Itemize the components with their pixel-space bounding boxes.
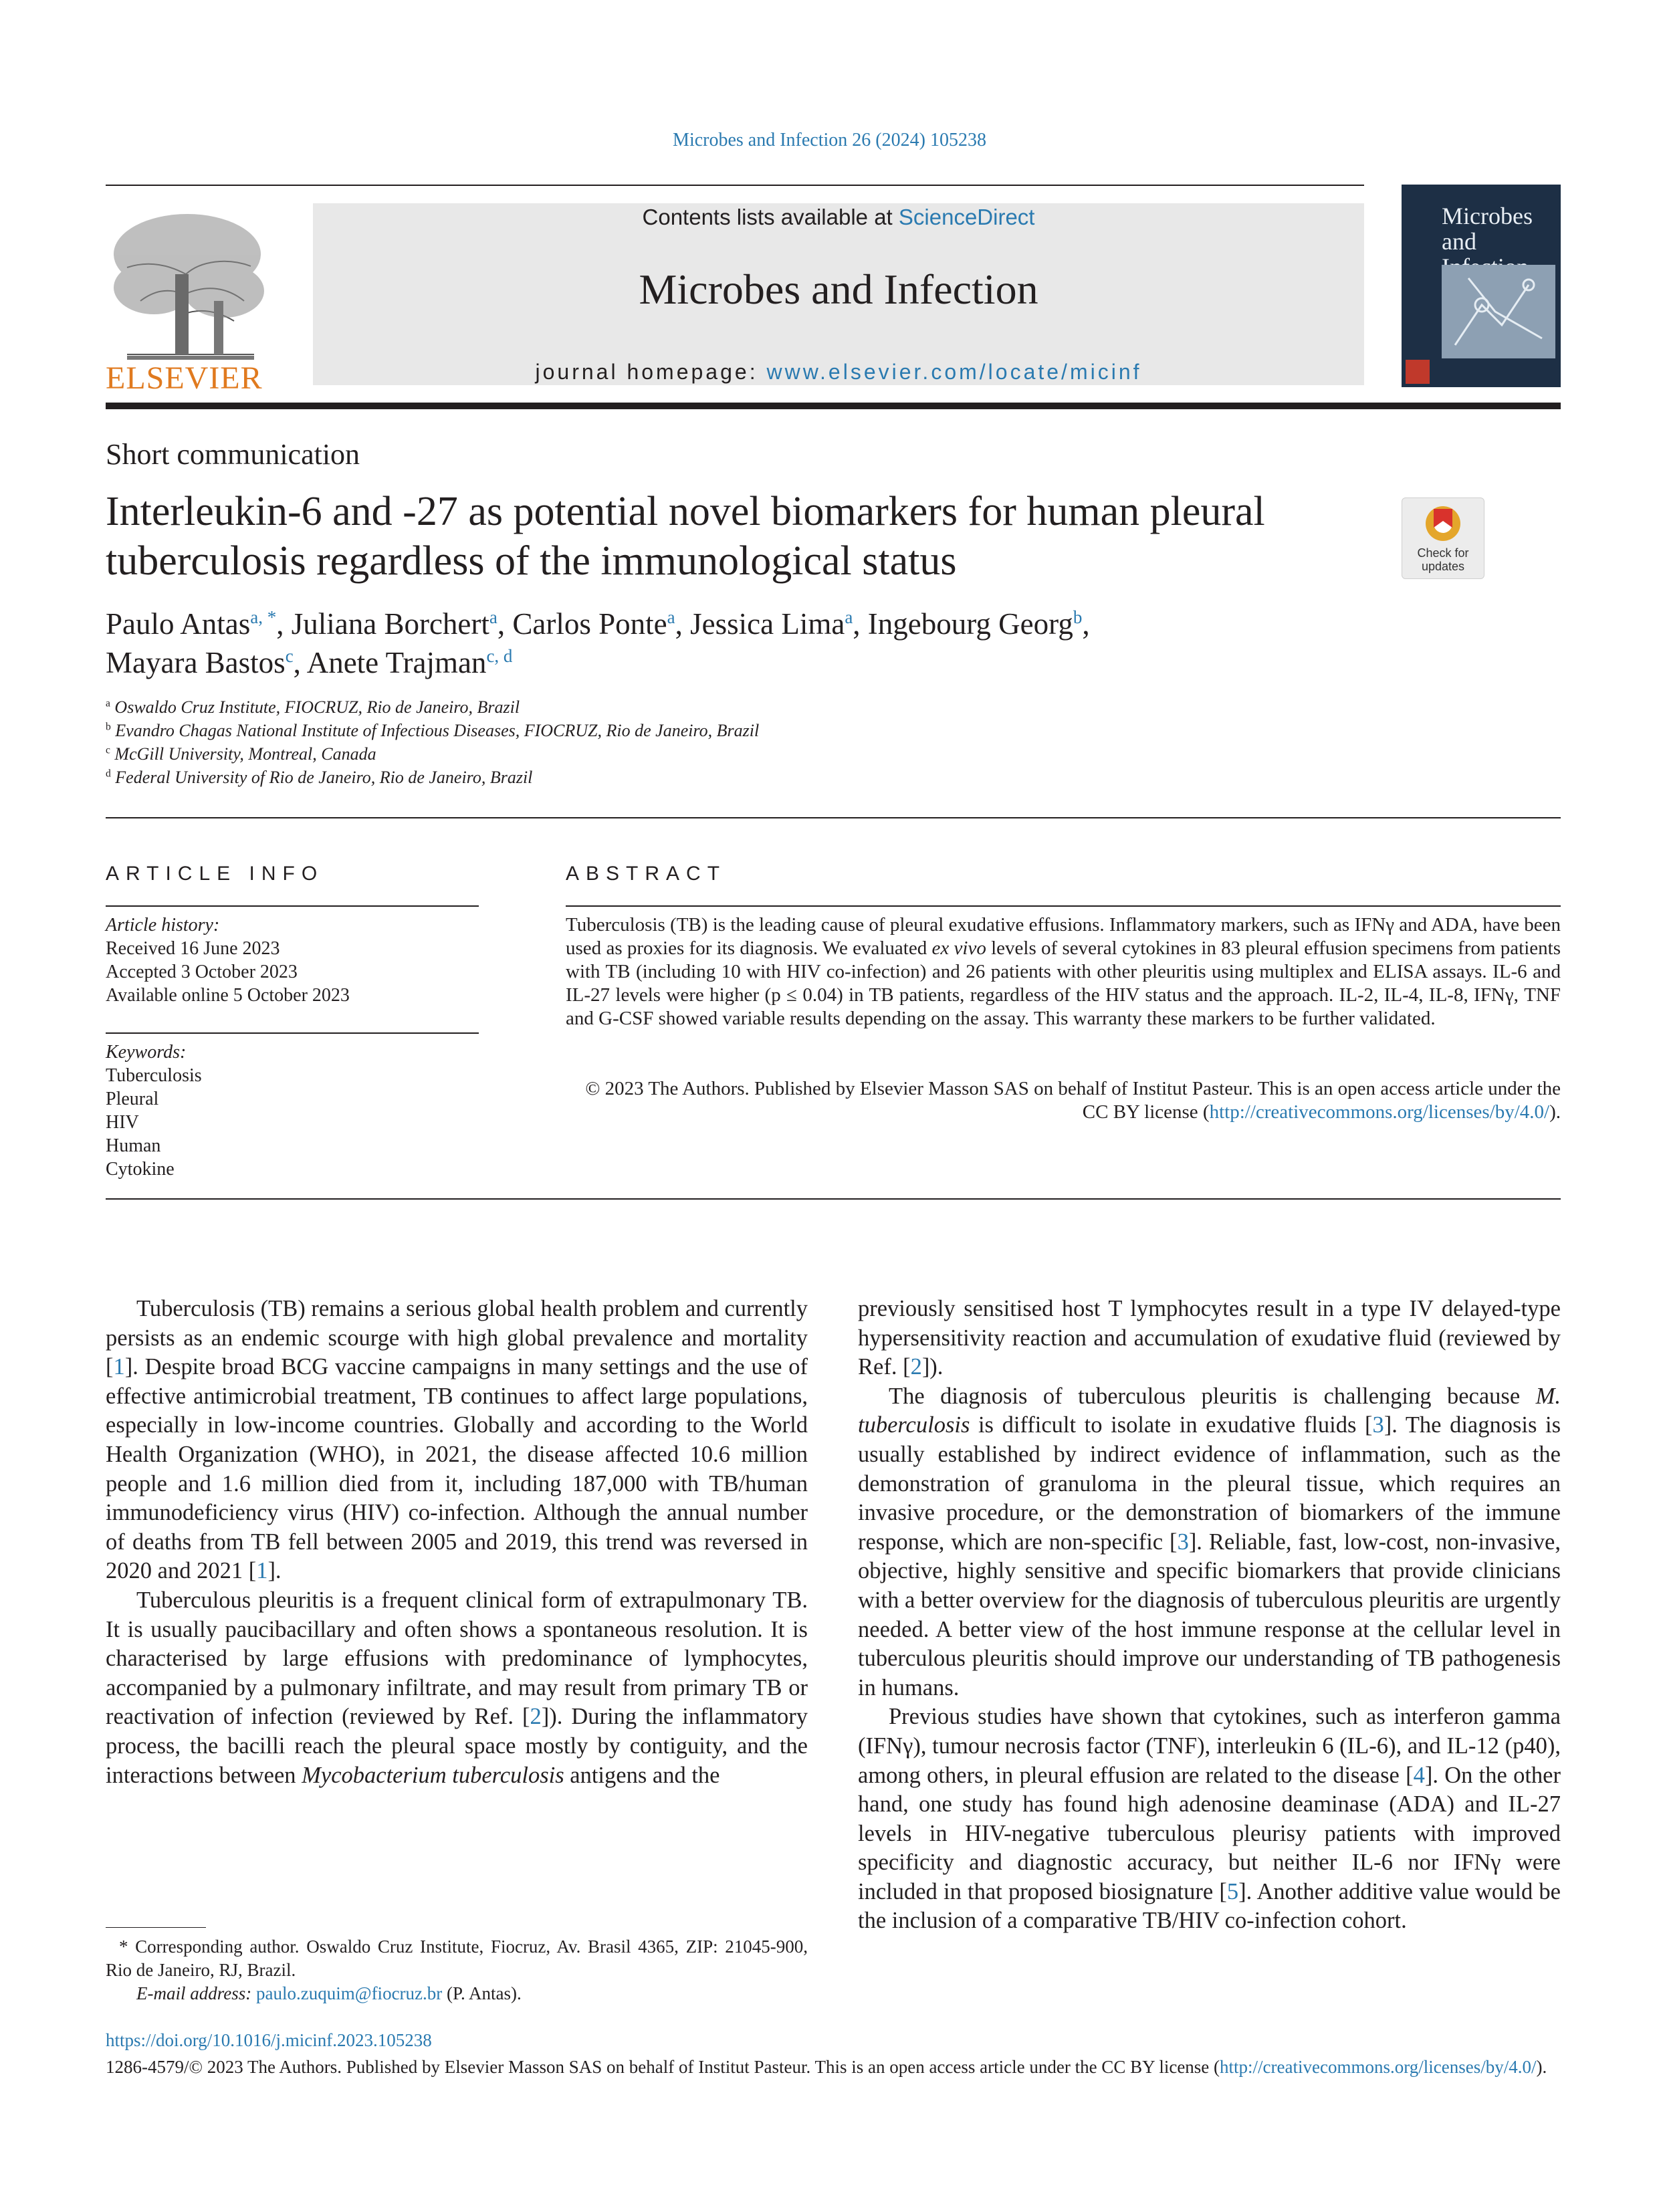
affiliation-item: $^a$ Oswaldo Cruz Institute, FIOCRUZ, Rio de Janeiro, Brazil (106, 697, 520, 717)
abstract-text: Tuberculosis (TB) is the leading cause of pleural exudative effusions. Inflammatory markers, such as IFNγ and ADA, have been used as proxies for its diagnosis. We evaluated ex vivo levels of several cytokines in 83 pleural effusion specimens from patients with TB (including 10 with HIV co-infection) and 26 patients with other pleuritis using multiplex and ELISA assays. IL-6 and IL-27 levels were higher (p ≤ 0.04) in TB patients, regardless of the HIV status and the approach. IL-2, IL-4, IL-8, IFNγ, TNF and G-CSF showed variable results depending on the assay. This warranty these markers to be further validated. (566, 914, 1561, 1029)
body-paragraph: Previous studies have shown that cytokines, such as interferon gamma (IFNγ), tumour necrosis factor (TNF), interleukin 6 (IL-6), and IL-12 (p40), among others, in pleural effusion are related to the disease [4]. On the other hand, one study has found high adenosine deaminase (ADA) and IL-27 levels in HIV-negative tuberculous pleurisy patients with improved specificity and diagnostic accuracy, but neither IL-6 nor IFNγ were included in that proposed biosignature [5]. Another additive value would be the inclusion of a comparative TB/HIV co-infection cohort. (858, 1704, 1561, 1934)
contents-prefix: Contents lists available at (642, 205, 899, 229)
journal-reference[interactable]: Microbes and Infection 26 (2024) 105238 (673, 130, 986, 150)
author-affiliation-link[interactable]: c, d (486, 646, 513, 666)
abstract-heading: ABSTRACT (566, 863, 727, 885)
license-link[interactable]: http://creativecommons.org/licenses/by/4.0/ (1209, 1101, 1550, 1123)
author-affiliation-link[interactable]: b (1073, 607, 1083, 627)
author-name: Ingebourg Georg (867, 607, 1073, 641)
license-link[interactable]: http://creativecommons.org/licenses/by/4.0/ (1220, 2057, 1537, 2077)
affiliation-item: $^c$ McGill University, Montreal, Canada (106, 744, 376, 764)
section-rule (106, 817, 1561, 818)
cover-image-icon (1442, 265, 1555, 358)
contents-line (313, 205, 1364, 230)
keyword-item: Cytokine (106, 1159, 175, 1180)
author-name: Juliana Borchert (291, 607, 489, 641)
issn-copyright: 1286-4579/© 2023 The Authors. Published by Elsevier Masson SAS on behalf of Institut Pasteur. This is an open access article under the CC BY license (http://creativecommons.org/licenses/by/4.0/). (106, 2057, 1547, 2077)
info-rule (106, 905, 479, 907)
top-rule (106, 185, 1364, 186)
affiliation-item: $^d$ Federal University of Rio de Janeiro, Rio de Janeiro, Brazil (106, 768, 533, 787)
affiliation-list (106, 695, 1309, 789)
journal-cover[interactable] (1402, 185, 1561, 387)
received-date: Received 16 June 2023 (106, 938, 280, 959)
abstract-copyright: © 2023 The Authors. Published by Elsevier Masson SAS on behalf of Institut Pasteur. This is an open access article under the CC BY license (http://creativecommons.org/licenses/by/4.0/). (585, 1078, 1561, 1123)
keyword-item: HIV (106, 1112, 139, 1133)
citation-link[interactable]: 4 (1413, 1762, 1425, 1788)
citation-link[interactable]: 1 (256, 1558, 268, 1584)
accepted-date: Accepted 3 October 2023 (106, 962, 298, 982)
affiliation-item: $^b$ Evandro Chagas National Institute of Infectious Diseases, FIOCRUZ, Rio de Janeiro, Brazil (106, 721, 760, 740)
journal-title: Microbes and Infection (639, 265, 1038, 313)
body-paragraph: Tuberculosis (TB) remains a serious global health problem and currently persists as an endemic scourge with high global prevalence and mortality [1]. Despite broad BCG vaccine campaigns in many settings and the use of effective antimicrobial treatment, TB continues to affect large populations, especially in low-income countries. Globally and according to the World Health Organization (WHO), in 2021, the disease affected 10.6 million people and 1.6 million died from it, including 187,000 with TB/human immunodeficiency virus (HIV) co-infection. Although the annual number of deaths from TB fell between 2005 and 2019, this trend was reversed in 2020 and 2021 [1]. (106, 1296, 808, 1584)
section-rule (106, 1198, 1561, 1200)
homepage-line (313, 360, 1364, 384)
body-paragraph: previously sensitised host T lymphocytes result in a type IV delayed-type hypersensitivity reaction and accumulation of exudative fluid (reviewed by Ref. [2]). (858, 1296, 1561, 1380)
keyword-item: Tuberculosis (106, 1065, 202, 1086)
keyword-item: Pleural (106, 1089, 159, 1109)
sciencedirect-link[interactable]: ScienceDirect (898, 205, 1035, 229)
citation-link[interactable]: 1 (113, 1354, 125, 1380)
body-paragraph: Tuberculous pleuritis is a frequent clinical form of extrapulmonary TB. It is usually paucibacillary and often shows a spontaneous resolution. It is characterised by large effusions with predominance of lymphocytes, accompanied by a pulmonary infiltrate, and may result from primary TB or reactivation of infection (reviewed by Ref. [2]). During the inflammatory process, the bacilli reach the pleural space mostly by contiguity, and the interactions between Mycobacterium tuberculosis antigens and the (106, 1587, 808, 1788)
author-name: Mayara Bastos (106, 646, 286, 679)
article-title: Interleukin-6 and -27 as potential novel biomarkers for human pleural tuberculosis regardless of the immunological status (106, 489, 1265, 584)
citation-link[interactable]: 2 (530, 1704, 542, 1730)
author-affiliation-link[interactable]: a (489, 607, 497, 627)
author-list: Paulo Antas$^{a, *}$, Juliana Borchert$^a$, Carlos Ponte$^a$, Jessica Lima$^a$, Ingebourg Georg$^b$, Mayara Bastos$^c$, Anete Trajman$^{c, d}$ (106, 607, 1090, 679)
body-paragraph: The diagnosis of tuberculous pleuritis is challenging because M. tuberculosis is difficult to isolate in exudative fluids [3]. The diagnosis is usually established by indirect evidence of inflammation, such as the demonstration of granuloma in the pleural tissue, which requires an invasive procedure, or the demonstration of biomarkers of the immune response, which are non-specific [3]. Reliable, fast, low-cost, non-invasive, objective, highly sensitive and specific biomarkers that provide clinicians with a better overview for the diagnosis of tuberculous pleuritis are urgently needed. A better view of the host immune response at the cellular level in tuberculous pleuritis should improve our understanding of TB pathogenesis in humans. (858, 1383, 1561, 1700)
homepage-prefix: journal homepage: (535, 360, 767, 384)
footnote-rule (106, 1927, 206, 1928)
crossmark-icon (1424, 505, 1462, 546)
author-name: Paulo Antas (106, 607, 251, 641)
author-affiliation-link[interactable]: c (285, 646, 294, 666)
history-label: Article history: (106, 915, 220, 935)
author-name: Carlos Ponte (512, 607, 667, 641)
elsevier-logo[interactable] (100, 201, 278, 395)
info-rule (106, 1032, 479, 1034)
header-thick-rule (106, 403, 1561, 409)
journal-banner (313, 203, 1364, 385)
author-name: Anete Trajman (306, 646, 487, 679)
citation-link[interactable]: 5 (1226, 1878, 1239, 1904)
citation-link[interactable]: 3 (1177, 1529, 1189, 1555)
publisher-wordmark: ELSEVIER (106, 360, 263, 396)
citation-link[interactable]: 2 (910, 1354, 922, 1380)
author-affiliation-link[interactable]: a (667, 607, 675, 627)
citation-link[interactable]: 3 (1372, 1412, 1384, 1438)
article-history (106, 913, 350, 1007)
check-for-updates-button[interactable] (1402, 497, 1484, 579)
cover-title: Microbes and (1442, 203, 1533, 255)
author-affiliation-link[interactable]: a, * (250, 607, 277, 627)
email-link[interactable]: paulo.zuquim@fiocruz.br (255, 1983, 443, 2003)
article-info-heading: ARTICLE INFO (106, 863, 324, 885)
crossmark-label: Check for updates (1417, 546, 1469, 573)
body-column-left (106, 1295, 808, 1790)
online-date: Available online 5 October 2023 (106, 985, 350, 1006)
abstract-rule (566, 905, 1561, 907)
homepage-link[interactable]: www.elsevier.com/locate/micinf (766, 360, 1142, 384)
body-column-right (858, 1295, 1561, 1936)
keyword-item: Human (106, 1135, 161, 1156)
keywords (106, 1040, 202, 1181)
author-name: Jessica Lima (690, 607, 845, 641)
cover-logo-icon (1406, 360, 1430, 384)
article-type: Short communication (106, 438, 360, 471)
doi-link[interactable]: https://doi.org/10.1016/j.micinf.2023.105238 (106, 2030, 432, 2050)
author-affiliation-link[interactable]: a (845, 607, 853, 627)
corresponding-author-footnote: * Corresponding author. Oswaldo Cruz Institute, Fiocruz, Av. Brasil 4365, ZIP: 21045-900, Rio de Janeiro, RJ, Brazil. E-mail address: paulo.zuquim@fiocruz.br (P. Antas). (106, 1937, 808, 2003)
keywords-label: Keywords: (106, 1042, 187, 1063)
